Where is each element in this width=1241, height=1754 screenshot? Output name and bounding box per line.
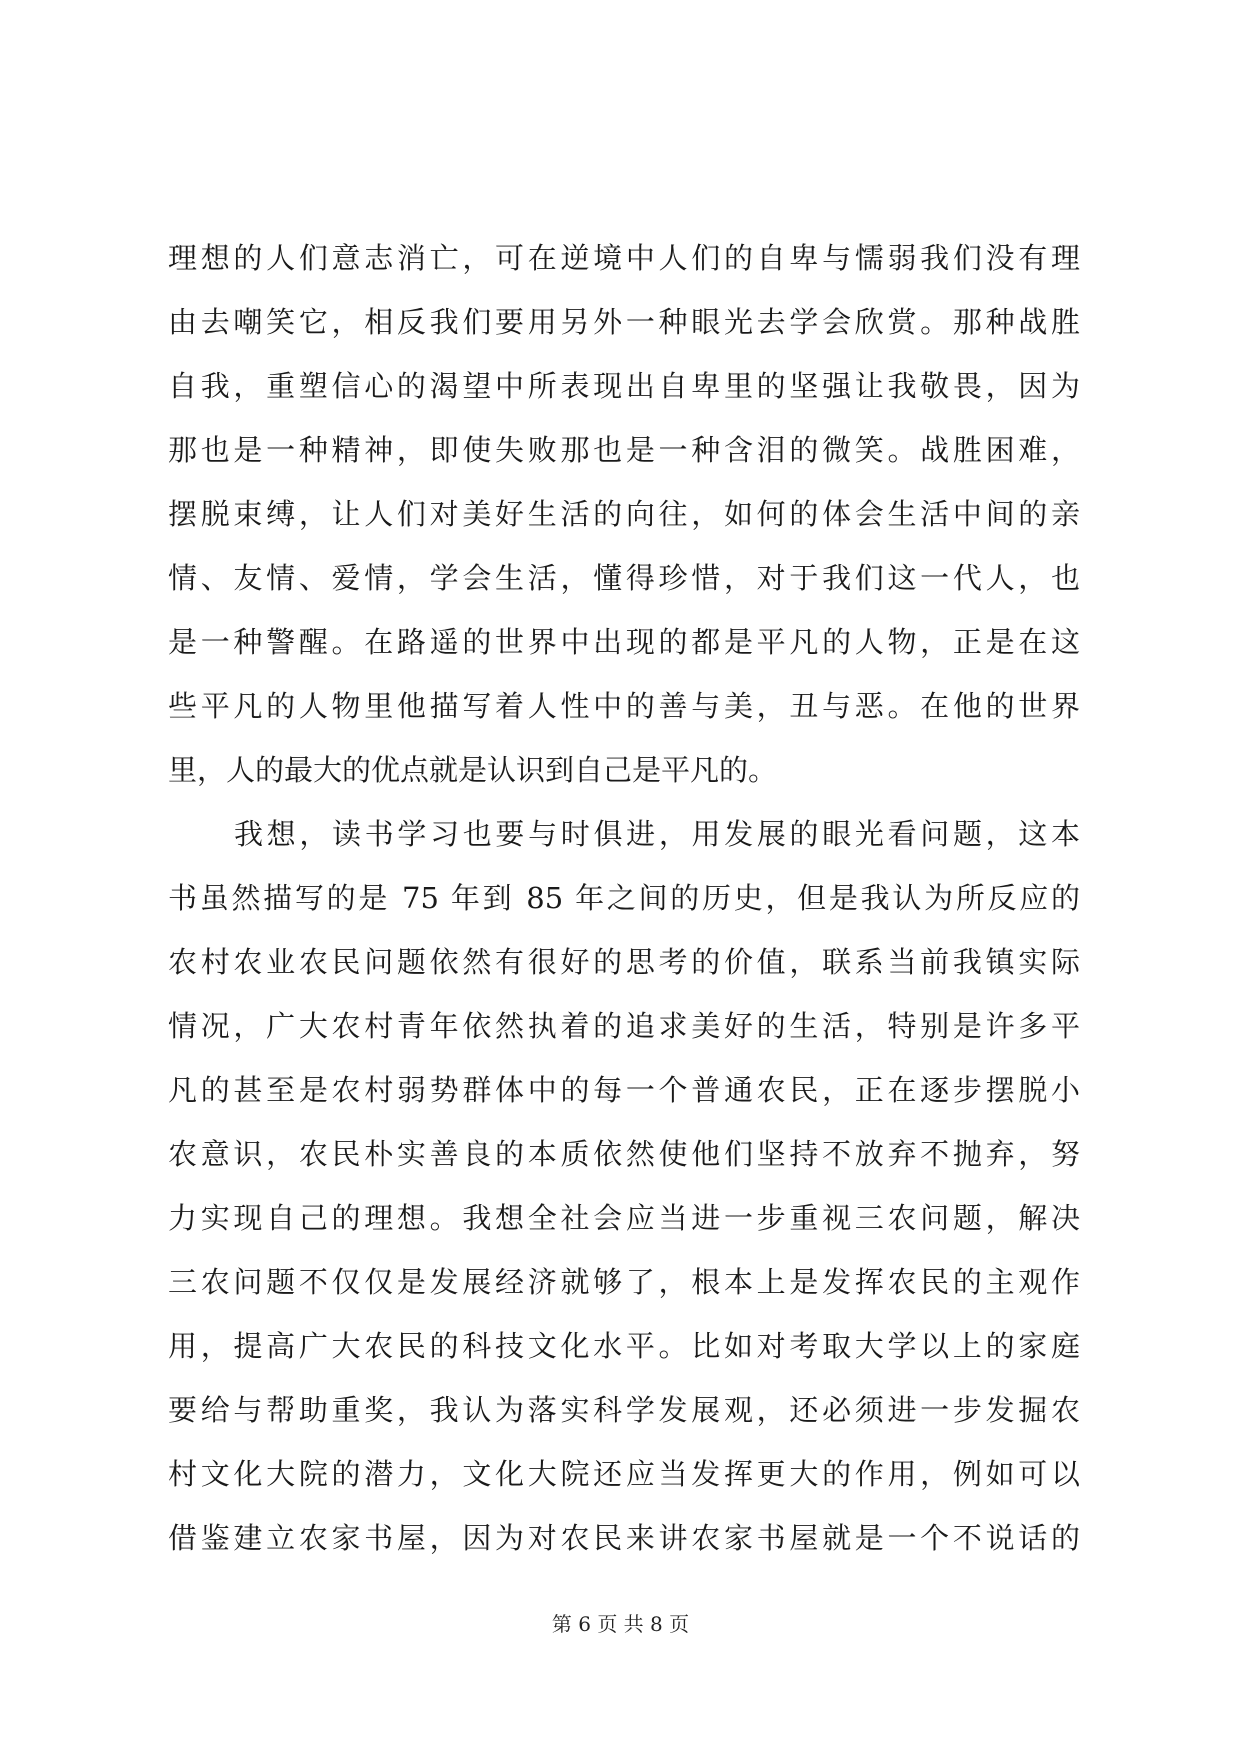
text-line: 农村农业农民问题依然有很好的思考的价值，联系当前我镇实际: [168, 945, 1080, 979]
text-line: 情、友情、爱情，学会生活，懂得珍惜，对于我们这一代人，也: [168, 561, 1080, 595]
text-line: 用，提高广大农民的科技文化水平。比如对考取大学以上的家庭: [168, 1329, 1080, 1363]
text-line: 摆脱束缚，让人们对美好生活的向往，如何的体会生活中间的亲: [168, 497, 1080, 531]
text-line: 些平凡的人物里他描写着人性中的善与美，丑与恶。在他的世界: [168, 689, 1080, 723]
text-line: 理想的人们意志消亡，可在逆境中人们的自卑与懦弱我们没有理: [168, 241, 1080, 275]
text-line: 三农问题不仅仅是发展经济就够了，根本上是发挥农民的主观作: [168, 1265, 1080, 1299]
text-line: 情况，广大农村青年依然执着的追求美好的生活，特别是许多平: [168, 1009, 1080, 1043]
text-line: 要给与帮助重奖，我认为落实科学发展观，还必须进一步发掘农: [168, 1393, 1080, 1427]
text-line: 里，人的最大的优点就是认识到自己是平凡的。: [168, 753, 778, 787]
text-line: 由去嘲笑它，相反我们要用另外一种眼光去学会欣赏。那种战胜: [168, 305, 1080, 339]
text-line: 力实现自己的理想。我想全社会应当进一步重视三农问题，解决: [168, 1201, 1080, 1235]
text-line: 农意识，农民朴实善良的本质依然使他们坚持不放弃不抛弃，努: [168, 1137, 1080, 1171]
paragraph-1: [168, 226, 1080, 802]
text-line: 是一种警醒。在路遥的世界中出现的都是平凡的人物，正是在这: [168, 625, 1080, 659]
text-line: 书虽然描写的是 75 年到 85 年之间的历史，但是我认为所反应的: [168, 881, 1080, 915]
text-line: 凡的甚至是农村弱势群体中的每一个普通农民，正在逐步摆脱小: [168, 1073, 1080, 1107]
paragraph-2: [168, 802, 1080, 1570]
page-footer: 第 6 页 共 8 页: [551, 1612, 690, 1636]
text-line: 我想，读书学习也要与时俱进，用发展的眼光看问题，这本: [234, 817, 1080, 851]
body-text: [168, 226, 1080, 1570]
text-line: 自我，重塑信心的渴望中所表现出自卑里的坚强让我敬畏，因为: [168, 369, 1080, 403]
text-line: 那也是一种精神，即使失败那也是一种含泪的微笑。战胜困难，: [168, 433, 1080, 467]
text-line: 借鉴建立农家书屋，因为对农民来讲农家书屋就是一个不说话的: [168, 1521, 1080, 1555]
text-line: 村文化大院的潜力，文化大院还应当发挥更大的作用，例如可以: [168, 1457, 1080, 1491]
